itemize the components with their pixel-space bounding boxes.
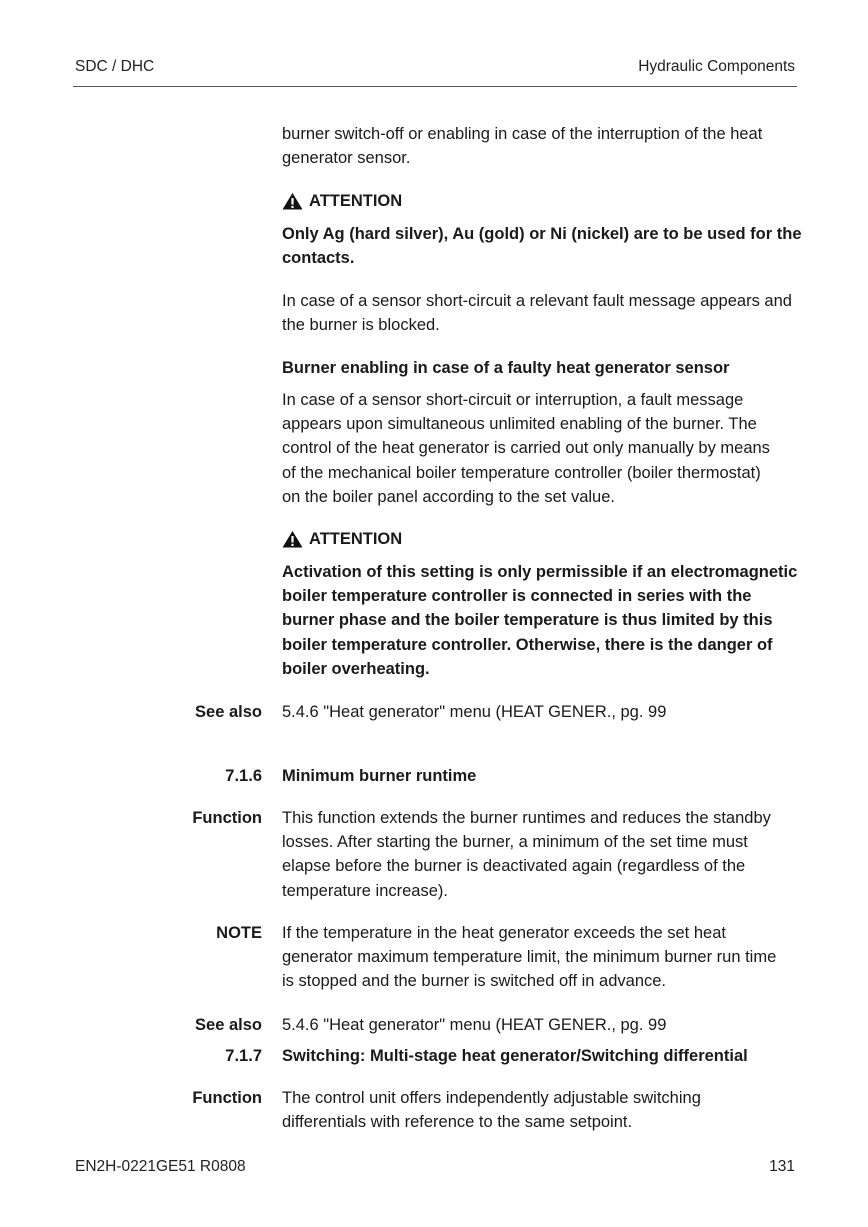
- attention-text-1: Only Ag (hard silver), Au (gold) or Ni (nickel) are to be used for the contacts.: [282, 225, 802, 268]
- function-label-1: Function: [192, 809, 262, 827]
- see-also-link-2[interactable]: 5.4.6 "Heat generator" menu (HEAT GENER., pg. 99: [282, 1016, 667, 1034]
- section-number-716: 7.1.6: [225, 767, 262, 785]
- intro-paragraph: burner switch-off or enabling in case of the interruption of the heat generator sensor.: [282, 125, 763, 168]
- faulty-sensor-paragraph: In case of a sensor short-circuit or interruption, a fault message appears upon simultaneous unlimited enabling of the burner. The control of the heat generator is carried out only manually by means of the mechanical boiler temperature controller (boiler thermostat) on the boiler panel according to the set value.: [282, 391, 770, 506]
- see-also-label-1: See also: [195, 703, 262, 721]
- header-left-text: SDC / DHC: [75, 58, 155, 75]
- warning-triangle-icon: [282, 530, 303, 548]
- page-number: 131: [769, 1158, 795, 1175]
- function-text-2: The control unit offers independently adjustable switching differentials with reference to the same setpoint.: [282, 1089, 701, 1132]
- function-label-2: Function: [192, 1089, 262, 1107]
- section-number-717: 7.1.7: [225, 1047, 262, 1065]
- function-text-1: This function extends the burner runtimes and reduces the standby losses. After starting the burner, a minimum of the set time must elapse before the burner is deactivated again (regardless of the temperature increase).: [282, 809, 771, 900]
- short-circuit-paragraph: In case of a sensor short-circuit a relevant fault message appears and the burner is blocked.: [282, 292, 792, 335]
- attention-label-2: ATTENTION: [309, 530, 403, 548]
- attention-label-1: ATTENTION: [309, 192, 403, 210]
- document-code: EN2H-0221GE51 R0808: [75, 1158, 246, 1175]
- see-also-label-2: See also: [195, 1016, 262, 1034]
- attention-heading-2: [282, 527, 402, 551]
- warning-triangle-icon: [282, 192, 303, 210]
- header-divider: [73, 86, 797, 87]
- header-right-text: Hydraulic Components: [638, 58, 795, 75]
- note-label: NOTE: [216, 924, 262, 942]
- section-title-717: Switching: Multi-stage heat generator/Switching differential: [282, 1047, 748, 1065]
- attention-heading-1: [282, 189, 402, 213]
- attention-text-2: Activation of this setting is only permissible if an electromagnetic boiler temperature controller is connected in series with the burner phase and the boiler temperature is thus limited by this boiler temperature controller. Otherwise, there is the danger of boiler overheating.: [282, 563, 798, 678]
- note-text: If the temperature in the heat generator exceeds the set heat generator maximum temperature limit, the minimum burner run time is stopped and the burner is switched off in advance.: [282, 924, 777, 991]
- section-title-716: Minimum burner runtime: [282, 767, 477, 785]
- faulty-sensor-heading: Burner enabling in case of a faulty heat generator sensor: [282, 359, 730, 377]
- see-also-link-1[interactable]: 5.4.6 "Heat generator" menu (HEAT GENER., pg. 99: [282, 703, 667, 721]
